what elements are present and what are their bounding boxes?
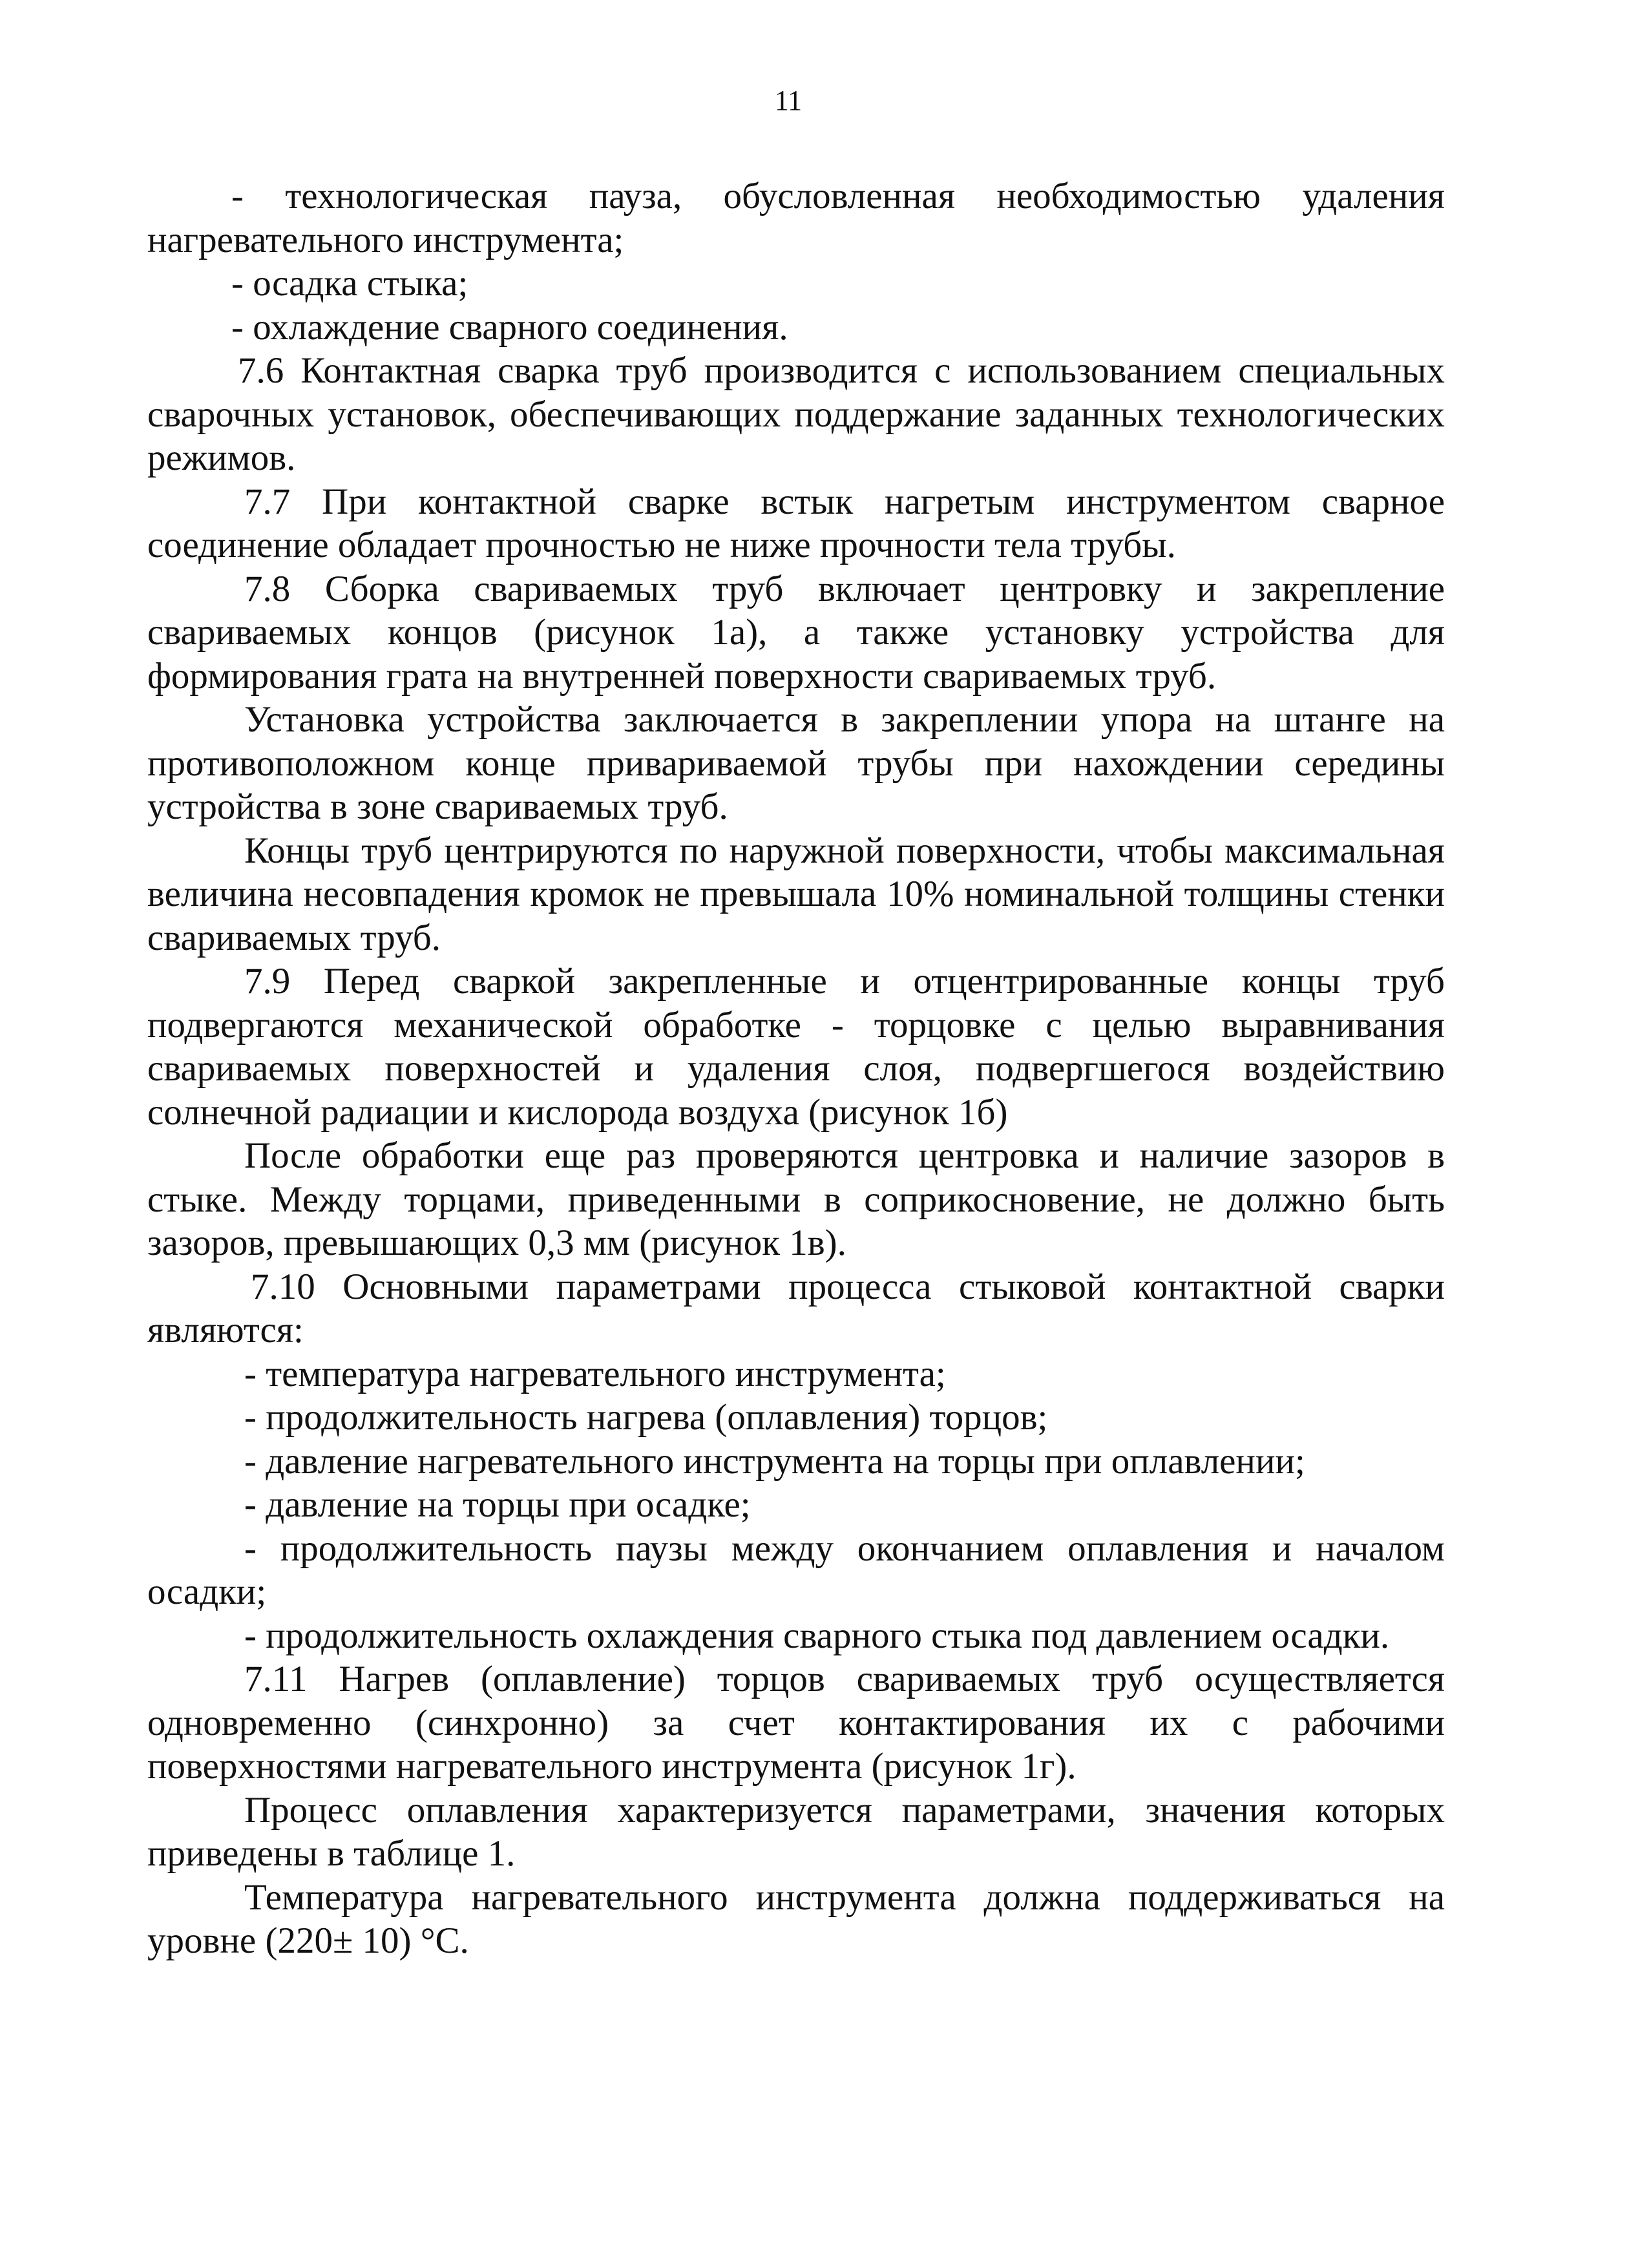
paragraph-7-7: 7.7 При контактной сварке встык нагретым инструментом сварное соединение обладает прочностью не ниже прочности тела трубы. [147, 481, 1445, 565]
list-item-pause-duration: - продолжительность паузы между окончанием оплавления и началом осадки; [147, 1528, 1445, 1612]
document-body [147, 174, 1445, 1963]
paragraph-7-6: 7.6 Контактная сварка труб производится с использованием специальных сварочных установок, обеспечивающих поддержание заданных технологических режимов. [147, 350, 1445, 478]
paragraph-7-10: 7.10 Основными параметрами процесса стыковой контактной сварки являются: [147, 1266, 1445, 1350]
page-number: 11 [774, 85, 803, 116]
list-item-cooling-duration: - продолжительность охлаждения сварного стыка под давлением осадки. [244, 1615, 1390, 1656]
paragraph-melting-process: Процесс оплавления характеризуется параметрами, значения которых приведены в таблице 1. [147, 1789, 1445, 1874]
paragraph-gap-check: После обработки еще раз проверяются центровка и наличие зазоров в стыке. Между торцами, приведенными в соприкосновение, не должно быть зазоров, превышающих 0,3 мм (рисунок 1в). [147, 1135, 1445, 1263]
paragraph-joint-upset: - осадка стыка; [231, 263, 468, 304]
paragraph-heater-temperature-level: Температура нагревательного инструмента должна поддерживаться на уровне (220± 10) °С. [147, 1876, 1445, 1961]
list-item-heater-temperature: - температура нагревательного инструмента; [244, 1353, 946, 1394]
list-item-heating-duration: - продолжительность нагрева (оплавления) торцов; [244, 1397, 1048, 1438]
paragraph-7-9: 7.9 Перед сваркой закрепленные и отцентрированные концы труб подвергаются механической обработке - торцовке с целью выравнивания свариваемых поверхностей и удаления слоя, подвергшегося воздействию солнечной радиации и кислорода воздуха (рисунок 1б) [147, 961, 1445, 1133]
paragraph-7-8: 7.8 Сборка свариваемых труб включает центровку и закрепление свариваемых концов (рисунок 1а), а также установку устройства для формирования грата на внутренней поверхности свариваемых труб. [147, 568, 1445, 697]
paragraph-device-installation: Установка устройства заключается в закреплении упора на штанге на противоположном конце привариваемой трубы при нахождении середины устройства в зоне свариваемых труб. [147, 699, 1445, 827]
paragraph-7-11: 7.11 Нагрев (оплавление) торцов свариваемых труб осуществляется одновременно (синхронно) за счет контактирования их с рабочими поверхностями нагревательного инструмента (рисунок 1г). [147, 1659, 1445, 1787]
list-item-upset-pressure: - давление на торцы при осадке; [244, 1484, 751, 1525]
paragraph-pipe-centering: Концы труб центрируются по наружной поверхности, чтобы максимальная величина несовпадения кромок не превышала 10% номинальной толщины стенки свариваемых труб. [147, 830, 1445, 958]
list-item-heater-pressure: - давление нагревательного инструмента на торцы при оплавлении; [244, 1440, 1305, 1482]
paragraph-technological-pause: - технологическая пауза, обусловленная необходимостью удаления нагревательного инструмента; [147, 176, 1445, 260]
paragraph-joint-cooling: - охлаждение сварного соединения. [231, 306, 788, 348]
